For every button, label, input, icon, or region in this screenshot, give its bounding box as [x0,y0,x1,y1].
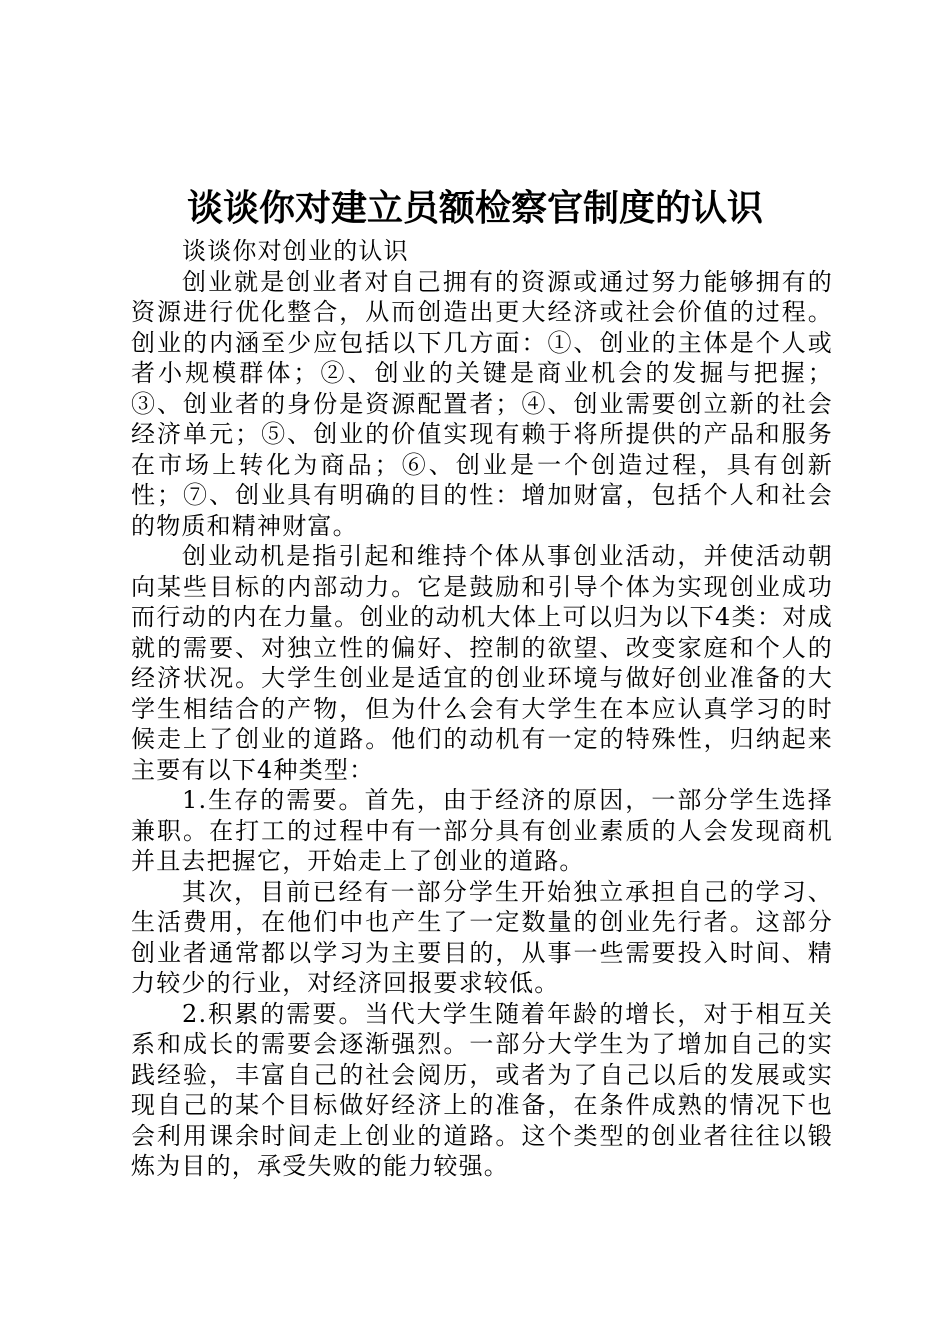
document-body [131,236,833,1182]
paragraph-secondly: 其次，目前已经有一部分学生开始独立承担自己的学习、生活费用，在他们中也产生了一定数量的创业先行者。这部分创业者通常都以学习为主要目的，从事一些需要投入时间、精力较少的行业，对经济回报要求较低。 [131,877,833,997]
document-title: 谈谈你对建立员额检察官制度的认识 [186,187,763,229]
paragraph-accumulation-need: 2.积累的需要。当代大学生随着年龄的增长，对于相互关系和成长的需要会逐渐强烈。一部分大学生为了增加自己的实践经验，丰富自己的社会阅历，或者为了自己以后的发展或实现自己的某个目标做好经济上的准备，在条件成熟的情况下也会利用课余时间走上创业的道路。这个类型的创业者往往以锻炼为目的，承受失败的能力较强。 [131,999,833,1180]
paragraph-survival-need: 1.生存的需要。首先，由于经济的原因，一部分学生选择兼职。在打工的过程中有一部分具有创业素质的人会发现商机并且去把握它，开始走上了创业的道路。 [131,786,833,875]
paragraph-definition: 创业就是创业者对自己拥有的资源或通过努力能够拥有的资源进行优化整合，从而创造出更大经济或社会价值的过程。创业的内涵至少应包括以下几方面：①、创业的主体是个人或者小规模群体；②、创业的关键是商业机会的发掘与把握；③、创业者的身份是资源配置者；④、创业需要创立新的社会经济单元；⑤、创业的价值实现有赖于将所提供的产品和服务在市场上转化为商品；⑥、创业是一个创造过程，具有创新性；⑦、创业具有明确的目的性：增加财富，包括个人和社会的物质和精神财富。 [131,267,833,540]
paragraph-motivation: 创业动机是指引起和维持个体从事创业活动，并使活动朝向某些目标的内部动力。它是鼓励和引导个体为实现创业成功而行动的内在力量。创业的动机大体上可以归为以下4类：对成就的需要、对独立性的偏好、控制的欲望、改变家庭和个人的经济状况。大学生创业是适宜的创业环境与做好创业准备的大学生相结合的产物，但为什么会有大学生在本应认真学习的时候走上了创业的道路。他们的动机有一定的特殊性，归纳起来主要有以下4种类型： [131,542,833,784]
document-subtitle: 谈谈你对创业的认识 [182,237,409,265]
